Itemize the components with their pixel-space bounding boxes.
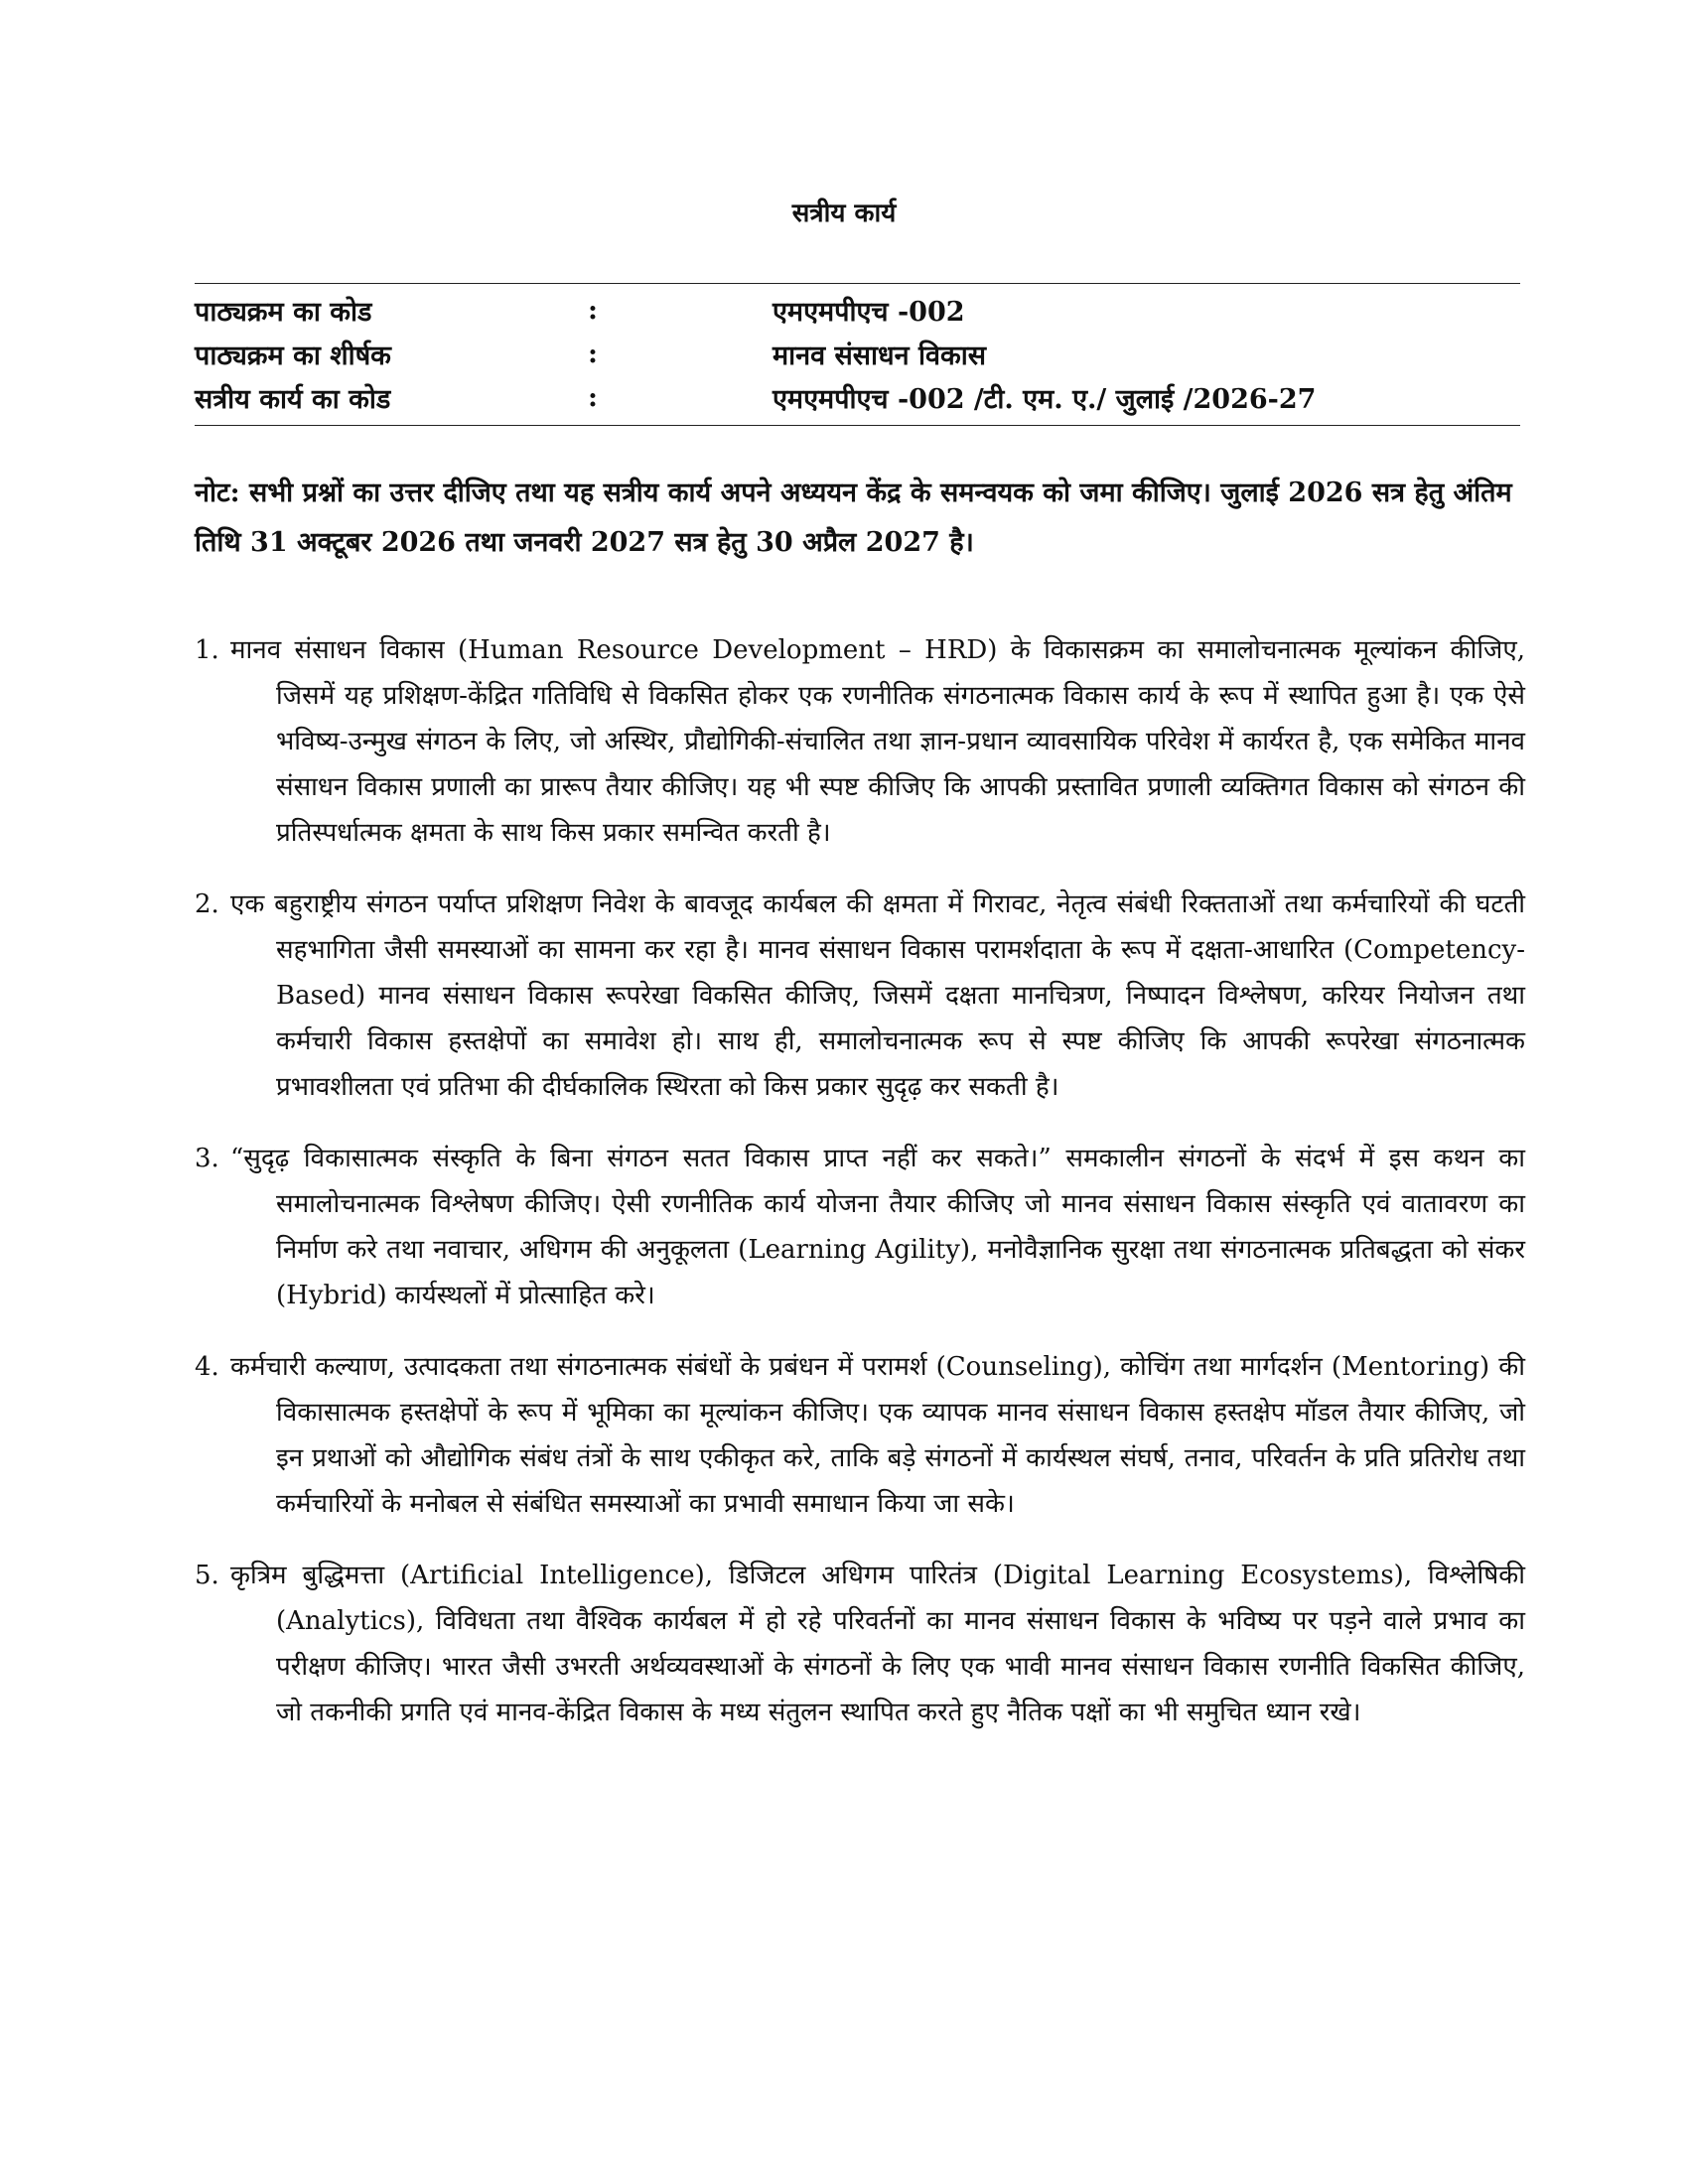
- question-text: मानव संसाधन विकास (Human Resource Development – HRD) के विकासक्रम का समालोचनात्मक मूल्यांकन कीजिए, जिसमें यह प्रशिक्षण-केंद्रित गतिविधि से विकसित होकर एक रणनीतिक संगठनात्मक विकास कार्य के रूप में स्थापित हुआ है। एक ऐसे भविष्य-उन्मुख संगठन के लिए, जो अस्थिर, प्रौद्योगिकी-संचालित तथा ज्ञान-प्रधान व्यावसायिक परिवेश में कार्यरत है, एक समेकित मानव संसाधन विकास प्रणाली का प्रारूप तैयार कीजिए। यह भी स्पष्ट कीजिए कि आपकी प्रस्तावित प्रणाली व्यक्तिगत विकास को संगठन की प्रतिस्पर्धात्मक क्षमता के साथ किस प्रकार समन्वित करती है।: [230, 635, 1525, 848]
- question-list: [195, 627, 1525, 1761]
- submission-note: नोट: सभी प्रश्नों का उत्तर दीजिए तथा यह सत्रीय कार्य अपने अध्ययन केंद्र के समन्वयक को जमा कीजिए। जुलाई 2026 सत्र हेतु अंतिम तिथि 31 अक्टूबर 2026 तथा जनवरी 2027 सत्र हेतु 30 अप्रैल 2027 है।: [195, 478, 1512, 558]
- question-text: कर्मचारी कल्याण, उत्पादकता तथा संगठनात्मक संबंधों के प्रबंधन में परामर्श (Counseling), कोचिंग तथा मार्गदर्शन (Mentoring) की विकासात्मक हस्तक्षेपों के रूप में भूमिका का मूल्यांकन कीजिए। एक व्यापक मानव संसाधन विकास हस्तक्षेप मॉडल तैयार कीजिए, जो इन प्रथाओं को औद्योगिक संबंध तंत्रों के साथ एकीकृत करे, ताकि बड़े संगठनों में कार्यस्थल संघर्ष, तनाव, परिवर्तन के प्रति प्रतिरोध तथा कर्मचारियों के मनोबल से संबंधित समस्याओं का प्रभावी समाधान किया जा सके।: [230, 1352, 1525, 1519]
- question-item: [195, 1136, 1525, 1318]
- meta-label: पाठ्यक्रम का शीर्षक: [195, 340, 391, 371]
- question-item: [195, 1553, 1525, 1735]
- question-text: एक बहुराष्ट्रीय संगठन पर्याप्त प्रशिक्षण निवेश के बावजूद कार्यबल की क्षमता में गिरावट, नेतृत्व संबंधी रिक्तताओं तथा कर्मचारियों की घटती सहभागिता जैसी समस्याओं का सामना कर रहा है। मानव संसाधन विकास परामर्शदाता के रूप में दक्षता-आधारित (Competency-Based) मानव संसाधन विकास रूपरेखा विकसित कीजिए, जिसमें दक्षता मानचित्रण, निष्पादन विश्लेषण, करियर नियोजन तथा कर्मचारी विकास हस्तक्षेपों का समावेश हो। साथ ही, समालोचनात्मक रूप से स्पष्ट कीजिए कि आपकी रूपरेखा संगठनात्मक प्रभावशीलता एवं प्रतिभा की दीर्घकालिक स्थिरता को किस प्रकार सुदृढ़ कर सकती है।: [230, 889, 1525, 1102]
- meta-value: मानव संसाधन विकास: [773, 340, 987, 371]
- question-item: [195, 627, 1525, 856]
- course-meta-table: [195, 283, 1520, 426]
- meta-value: एमएमपीएच -002 /टी. एम. ए./ जुलाई /2026-27: [773, 383, 1317, 415]
- question-item: [195, 882, 1525, 1110]
- meta-row-assignment-code: [195, 375, 1520, 419]
- document-title: सत्रीय कार्य: [791, 199, 897, 228]
- meta-row-course-title: [195, 332, 1520, 375]
- question-text: “सुदृढ़ विकासात्मक संस्कृति के बिना संगठन सतत विकास प्राप्त नहीं कर सकते।” समकालीन संगठनों के संदर्भ में इस कथन का समालोचनात्मक विश्लेषण कीजिए। ऐसी रणनीतिक कार्य योजना तैयार कीजिए जो मानव संसाधन विकास संस्कृति एवं वातावरण का निर्माण करे तथा नवाचार, अधिगम की अनुकूलता (Learning Agility), मनोवैज्ञानिक सुरक्षा तथा संगठनात्मक प्रतिबद्धता को संकर (Hybrid) कार्यस्थलों में प्रोत्साहित करे।: [230, 1144, 1525, 1310]
- meta-colon: :: [588, 294, 598, 326]
- question-item: [195, 1344, 1525, 1527]
- question-number: 4.: [195, 1352, 219, 1382]
- question-number: 1.: [195, 635, 219, 665]
- question-number: 5.: [195, 1561, 219, 1590]
- question-number: 3.: [195, 1144, 219, 1173]
- meta-value: एमएमपीएच -002: [773, 296, 965, 328]
- meta-label: सत्रीय कार्य का कोड: [195, 383, 391, 415]
- meta-colon: :: [588, 381, 598, 413]
- question-text: कृत्रिम बुद्धिमत्ता (Artificial Intelligence), डिजिटल अधिगम पारितंत्र (Digital Learning Ecosystems), विश्लेषिकी (Analytics), विविधता तथा वैश्विक कार्यबल में हो रहे परिवर्तनों का मानव संसाधन विकास के भविष्य पर पड़ने वाले प्रभाव का परीक्षण कीजिए। भारत जैसी उभरती अर्थव्यवस्थाओं के संगठनों के लिए एक भावी मानव संसाधन विकास रणनीति विकसित कीजिए, जो तकनीकी प्रगति एवं मानव-केंद्रित विकास के मध्य संतुलन स्थापित करते हुए नैतिक पक्षों का भी समुचित ध्यान रखे।: [230, 1561, 1525, 1727]
- meta-row-course-code: [195, 288, 1520, 332]
- meta-label: पाठ्यक्रम का कोड: [195, 296, 372, 328]
- meta-colon: :: [588, 338, 598, 369]
- question-number: 2.: [195, 889, 219, 919]
